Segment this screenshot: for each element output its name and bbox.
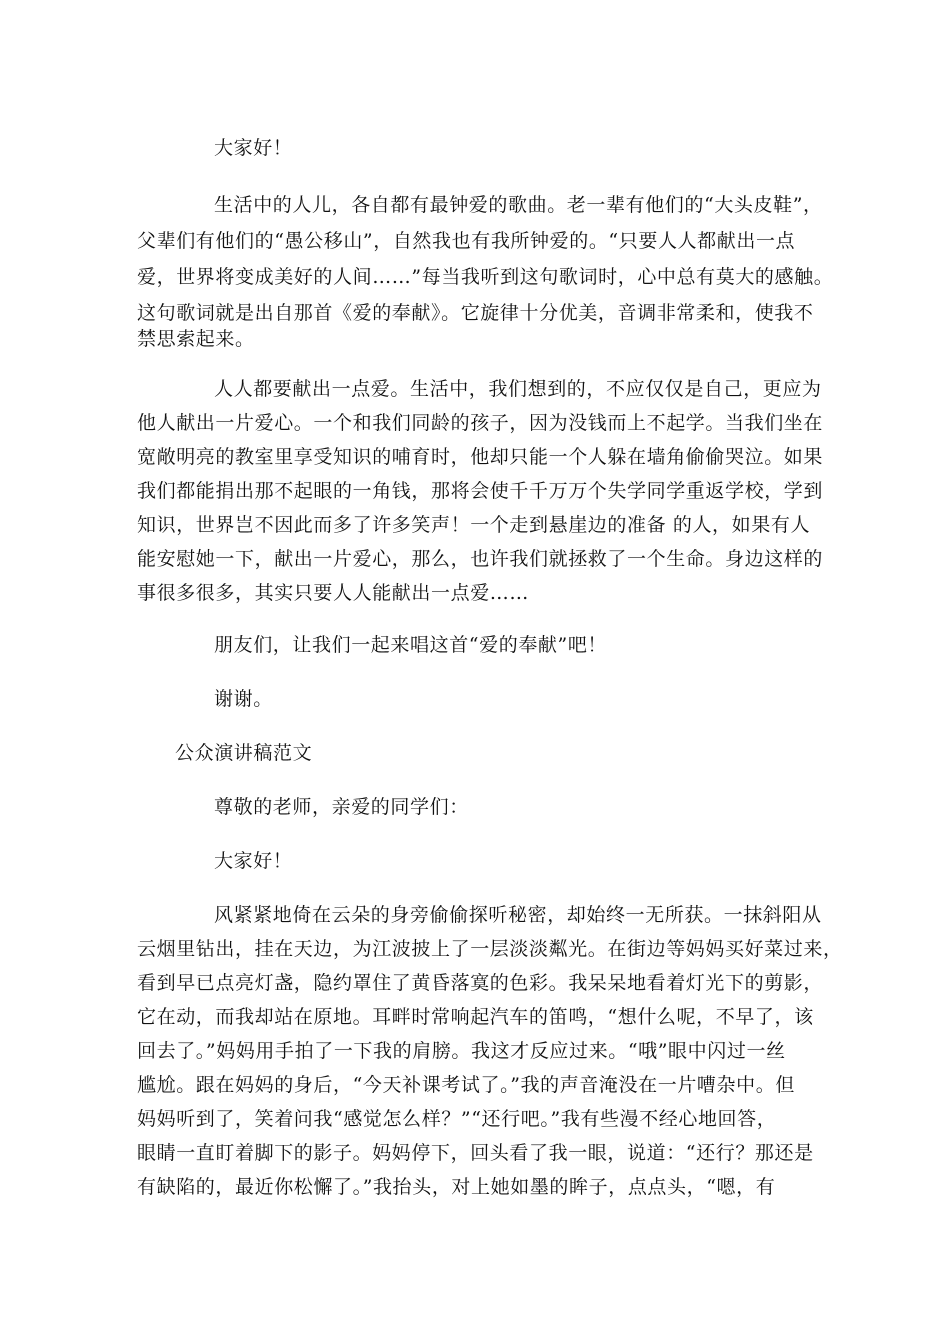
speech1-greeting: 大家好！ <box>214 137 293 159</box>
speech2-p1-line-1: 风紧紧地倚在云朵的身旁偷偷探听秘密，却始终一无所获。一抹斜阳从 <box>214 904 822 926</box>
speech2-p1-line-9: 有缺陷的，最近你松懈了。”我抬头，对上她如墨的眸子，点点头，“嗯，有 <box>137 1176 776 1198</box>
speech1-p2-line-7: 事很多很多，其实只要人人能献出一点爱…… <box>137 582 530 604</box>
speech1-p2-line-1: 人人都要献出一点爱。生活中，我们想到的，不应仅仅是自己，更应为 <box>214 378 822 400</box>
speech2-p1-line-7: 妈妈听到了，笑着问我“感觉怎么样？”“还行吧。”我有些漫不经心地回答， <box>137 1108 777 1130</box>
speech1-closing: 谢谢。 <box>214 688 273 710</box>
speech2-p1-line-6: 尴尬。跟在妈妈的身后，“今天补课考试了。”我的声音淹没在一片嘈杂中。但 <box>137 1074 795 1096</box>
speech1-p2-line-4: 我们都能捐出那不起眼的一角钱，那将会使千千万万个失学同学重返学校，学到 <box>137 480 824 502</box>
speech1-p1-line-2: 父辈们有他们的“愚公移山”，自然我也有我所钟爱的。“只要人人都献出一点 <box>137 230 796 252</box>
speech2-p1-line-2: 云烟里钻出，挂在天边，为江波披上了一层淡淡粼光。在街边等妈妈买好菜过来， <box>137 938 843 960</box>
speech1-p2-line-5: 知识，世界岂不因此而多了许多笑声！一个走到悬崖边的准备 的人，如果有人 <box>137 514 811 536</box>
speech2-p1-line-5: 回去了。”妈妈用手拍了一下我的肩膀。我这才反应过来。“哦”眼中闪过一丝 <box>137 1040 786 1062</box>
speech1-p3: 朋友们，让我们一起来唱这首“爱的奉献”吧！ <box>214 634 608 656</box>
speech1-p1-line-5: 禁思索起来。 <box>137 328 255 350</box>
speech2-salutation: 尊敬的老师，亲爱的同学们： <box>214 796 469 818</box>
speech1-p2-line-3: 宽敞明亮的教室里享受知识的哺育时，他却只能一个人躲在墙角偷偷哭泣。如果 <box>137 446 824 468</box>
speech1-p1-line-4: 这句歌词就是出自那首《爱的奉献》。它旋律十分优美，音调非常柔和，使我不 <box>137 302 814 324</box>
speech1-p1-line-3: 爱，世界将变成美好的人间……”每当我听到这句歌词时，心中总有莫大的感触。 <box>137 266 834 288</box>
speech2-title: 公众演讲稿范文 <box>175 742 313 764</box>
speech2-p1-line-3: 看到早已点亮灯盏，隐约罩住了黄昏落寞的色彩。我呆呆地看着灯光下的剪影， <box>137 972 824 994</box>
speech2-p1-line-8: 眼睛一直盯着脚下的影子。妈妈停下，回头看了我一眼，说道：“还行？那还是 <box>137 1142 814 1164</box>
speech2-p1-line-4: 它在动，而我却站在原地。耳畔时常响起汽车的笛鸣，“想什么呢，不早了，该 <box>137 1006 814 1028</box>
speech1-p1-line-1: 生活中的人儿，各自都有最钟爱的歌曲。老一辈有他们的“大头皮鞋”， <box>214 194 823 216</box>
speech1-p2-line-6: 能安慰她一下，献出一片爱心，那么，也许我们就拯救了一个生命。身边这样的 <box>137 548 824 570</box>
speech1-p2-line-2: 他人献出一片爱心。一个和我们同龄的孩子，因为没钱而上不起学。当我们坐在 <box>137 412 824 434</box>
speech2-greeting: 大家好！ <box>214 850 293 872</box>
